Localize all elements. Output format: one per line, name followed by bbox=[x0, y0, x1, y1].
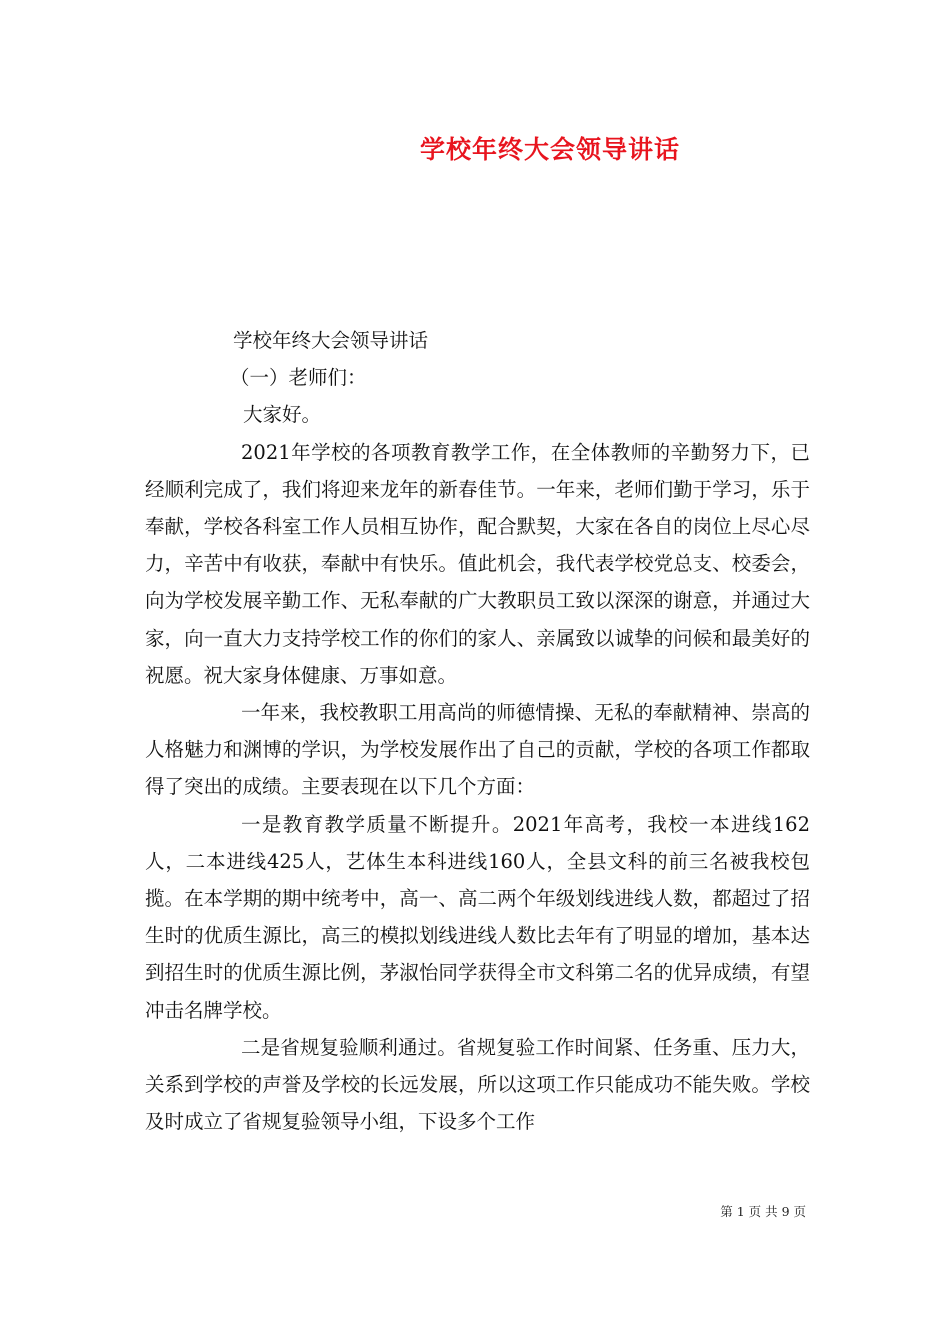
page-number-footer: 第 1 页 共 9 页 bbox=[720, 1204, 806, 1219]
speech-title: 学校年终大会领导讲话 bbox=[233, 329, 429, 352]
paragraph-3: 一是教育教学质量不断提升。2021年高考，我校一本进线162人，二本进线425人，艺体生本科进线160人，全县文科的前三名被我校包揽。在本学期的期中统考中，高一、高二两个年级划线进线人数，都超过了招生时的优质生源比，高三的模拟划线进线人数比去年有了明显的增加，基本达到招生时的优质生源比例，茅淑怡同学获得全市文科第二名的优异成绩，有望冲击名牌学校。 bbox=[145, 812, 810, 1022]
document-body bbox=[145, 322, 810, 1140]
paragraph-4: 二是省规复验顺利通过。省规复验工作时间紧、任务重、压力大，关系到学校的声誉及学校的长远发展，所以这项工作只能成功不能失败。学校及时成立了省规复验领导小组，下设多个工作 bbox=[145, 1035, 810, 1134]
paragraph-1: 2021年学校的各项教育教学工作，在全体教师的辛勤努力下，已经顺利完成了，我们将迎来龙年的新春佳节。一年来，老师们勤于学习，乐于奉献，学校各科室工作人员相互协作，配合默契，大家在各自的岗位上尽心尽力，辛苦中有收获，奉献中有快乐。值此机会，我代表学校党总支、校委会，向为学校发展辛勤工作、无私奉献的广大教职员工致以深深的谢意，并通过大家，向一直大力支持学校工作的你们的家人、亲属致以诚挚的问候和最美好的祝愿。祝大家身体健康、万事如意。 bbox=[145, 440, 810, 687]
paragraph-2: 一年来，我校教职工用高尚的师德情操、无私的奉献精神、崇高的人格魅力和渊博的学识，为学校发展作出了自己的贡献，学校的各项工作都取得了突出的成绩。主要表现在以下几个方面： bbox=[145, 701, 810, 799]
salutation: （一）老师们： bbox=[230, 366, 367, 390]
greeting: 大家好。 bbox=[243, 403, 322, 427]
page-title: 学校年终大会领导讲话 bbox=[419, 135, 680, 164]
